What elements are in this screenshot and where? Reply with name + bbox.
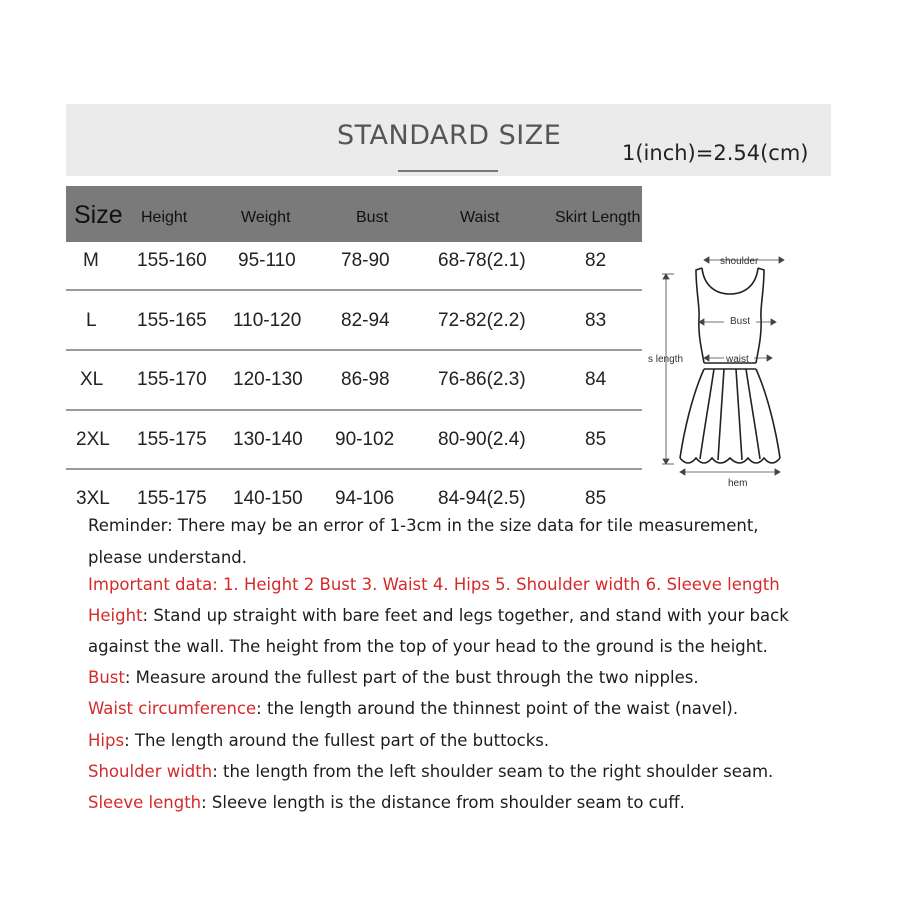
table-cell-height: 155-175: [137, 488, 207, 509]
bust-note-label: Bust: [88, 668, 125, 687]
row-divider: [66, 468, 642, 470]
column-header-bust: Bust: [356, 209, 389, 226]
table-cell-bust: 86-98: [341, 369, 390, 390]
table-cell-waist: 84-94(2.5): [438, 488, 526, 509]
diagram-label-bust: Bust: [730, 316, 751, 327]
shoulder-note-label: Shoulder width: [88, 762, 213, 781]
table-cell-skirt-length: 84: [585, 369, 607, 390]
diagram-label-waist: waist: [726, 354, 749, 365]
table-cell-skirt-length: 83: [585, 310, 607, 331]
hips-note-text: : The length around the fullest part of the buttocks.: [124, 731, 550, 750]
table-cell-height: 155-170: [137, 369, 207, 390]
reminder-line-2: please understand.: [88, 548, 247, 567]
column-header-weight: Weight: [241, 209, 291, 226]
table-cell-weight: 130-140: [233, 429, 303, 450]
page-title: STANDARD SIZE: [337, 120, 562, 151]
table-cell-size: L: [86, 310, 97, 331]
diagram-label-hem: hem: [728, 478, 748, 489]
table-cell-size: XL: [80, 369, 104, 390]
hips-note: [88, 731, 549, 750]
waist-note-label: Waist circumference: [88, 699, 257, 718]
dress-outline-icon: [644, 246, 794, 496]
sleeve-note: [88, 793, 685, 812]
column-header-waist: Waist: [460, 209, 500, 226]
row-divider: [66, 289, 642, 291]
table-cell-bust: 78-90: [341, 250, 390, 271]
column-header-height: Height: [141, 209, 188, 226]
bust-note: [88, 668, 699, 687]
table-cell-waist: 76-86(2.3): [438, 369, 526, 390]
table-cell-height: 155-175: [137, 429, 207, 450]
table-cell-height: 155-165: [137, 310, 207, 331]
hips-note-label: Hips: [88, 731, 125, 750]
table-cell-weight: 140-150: [233, 488, 303, 509]
table-cell-weight: 120-130: [233, 369, 303, 390]
table-cell-waist: 72-82(2.2): [438, 310, 526, 331]
waist-note-text: : the length around the thinnest point of the waist (navel).: [256, 699, 739, 718]
column-header-skirt-length: Skirt Length: [555, 209, 641, 226]
unit-conversion: 1(inch)=2.54(cm): [622, 141, 809, 165]
shoulder-note-text: : the length from the left shoulder seam to the right shoulder seam.: [212, 762, 774, 781]
table-cell-weight: 95-110: [238, 250, 296, 271]
height-note-label: Height: [88, 606, 143, 625]
table-cell-skirt-length: 82: [585, 250, 607, 271]
table-cell-size: 2XL: [76, 429, 110, 450]
height-note-continued: against the wall. The height from the top of your head to the ground is the height.: [88, 637, 768, 656]
table-cell-bust: 82-94: [341, 310, 390, 331]
table-cell-bust: 90-102: [335, 429, 395, 450]
table-cell-size: 3XL: [76, 488, 110, 509]
table-cell-waist: 68-78(2.1): [438, 250, 526, 271]
table-cell-skirt-length: 85: [585, 429, 607, 450]
table-cell-height: 155-160: [137, 250, 207, 271]
table-cell-bust: 94-106: [335, 488, 395, 509]
waist-note: [88, 699, 738, 718]
column-header-size: Size: [74, 201, 123, 229]
table-cell-waist: 80-90(2.4): [438, 429, 526, 450]
row-divider: [66, 409, 642, 411]
dress-diagram: [644, 246, 794, 496]
row-divider: [66, 349, 642, 351]
sleeve-note-text: : Sleeve length is the distance from shoulder seam to cuff.: [201, 793, 685, 812]
shoulder-note: [88, 762, 773, 781]
table-cell-size: M: [83, 250, 99, 271]
diagram-label-length: s length: [648, 354, 684, 365]
table-cell-weight: 110-120: [233, 310, 302, 331]
height-note: [88, 606, 789, 625]
bust-note-text: : Measure around the fullest part of the bust through the two nipples.: [124, 668, 699, 687]
title-underline: [398, 170, 498, 172]
height-note-text: : Stand up straight with bare feet and legs together, and stand with your back: [142, 606, 789, 625]
reminder-line-1: Reminder: There may be an error of 1-3cm in the size data for tile measurement,: [88, 516, 759, 535]
sleeve-note-label: Sleeve length: [88, 793, 202, 812]
diagram-label-shoulder: shoulder: [720, 256, 759, 267]
table-cell-skirt-length: 85: [585, 488, 607, 509]
important-data-line: Important data: 1. Height 2 Bust 3. Waist 4. Hips 5. Shoulder width 6. Sleeve length: [88, 575, 780, 594]
